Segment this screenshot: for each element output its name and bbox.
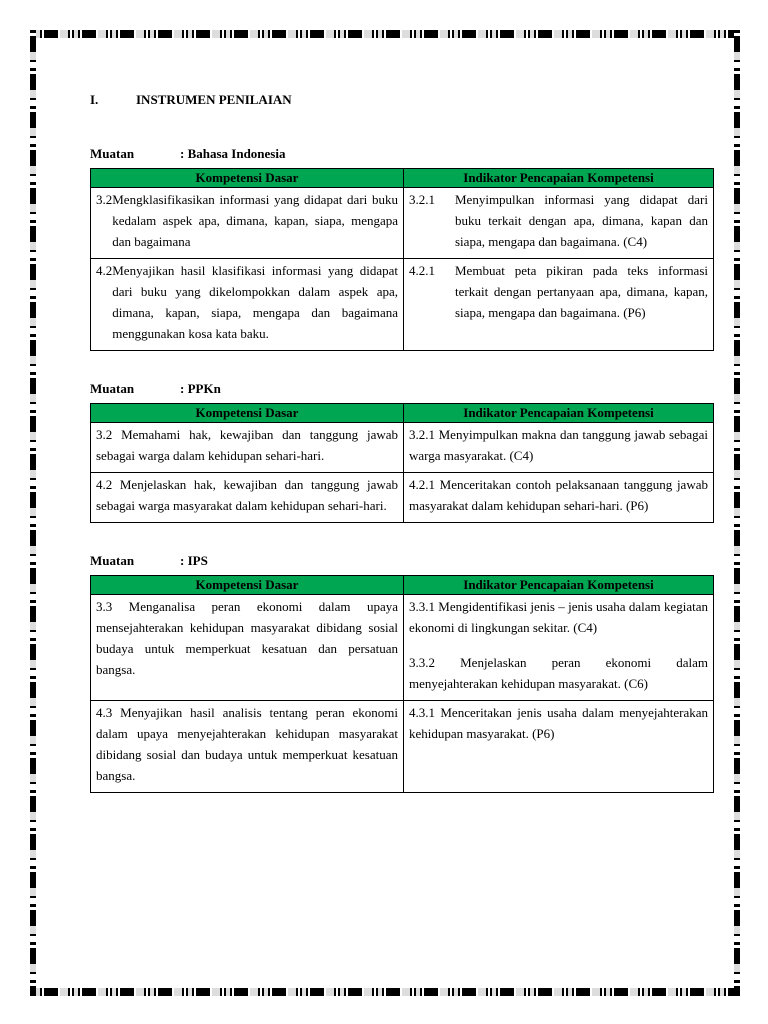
- muatan-label: Muatan: [90, 553, 135, 568]
- muatan-ips: [90, 553, 714, 569]
- kd-cell: 4.3 Menyajikan hasil analisis tentang peran ekonomi dalam upaya menyejahterakan kehidupan masyarakat dibidang sosial dan budaya untuk memperkuat kesatuan bangsa.: [91, 701, 404, 793]
- table-row: [91, 595, 714, 701]
- header-indikator: Indikator Pencapaian Kompetensi: [404, 576, 714, 595]
- table-header-row: [91, 404, 714, 423]
- table-row: [91, 473, 714, 523]
- muatan-label: Muatan: [90, 381, 135, 396]
- table-row: [91, 259, 714, 351]
- muatan-ppkn: [90, 381, 714, 397]
- muatan-subject: : Bahasa Indonesia: [180, 146, 286, 161]
- ipk-cell: 4.3.1 Menceritakan jenis usaha dalam menyejahterakan kehidupan masyarakat. (P6): [404, 701, 714, 793]
- table-row: [91, 188, 714, 259]
- kd-cell: [91, 259, 404, 351]
- muatan-label: Muatan: [90, 146, 135, 161]
- ipk-text: Membuat peta pikiran pada teks informasi terkait dengan pertanyaan apa, dimana, kapan, siapa, mengapa dan bagaimana. (P6): [455, 263, 708, 320]
- header-indikator: Indikator Pencapaian Kompetensi: [404, 404, 714, 423]
- ipk-cell: [404, 595, 714, 701]
- ipk-number: 3.2.1: [409, 192, 435, 207]
- ipk-gap: [409, 638, 708, 652]
- ipk-cell: 4.2.1 Menceritakan contoh pelaksanaan tanggung jawab masyarakat dalam kehidupan sehari-hari. (P6): [404, 473, 714, 523]
- table-ips: [90, 575, 714, 793]
- kd-text: Mengklasifikasikan informasi yang didapat dari buku kedalam aspek apa, dimana, kapan, siapa, mengapa dan bagaimana: [112, 192, 398, 249]
- kd-text: Menyajikan hasil klasifikasi informasi yang didapat dari buku yang dikelompokkan dalam aspek apa, dimana, kapan, siapa, mengapa dan bagaimana menggunakan kosa kata baku.: [112, 263, 398, 341]
- muatan-subject: : IPS: [180, 553, 208, 568]
- page-border-left: [30, 30, 36, 996]
- table-row: [91, 701, 714, 793]
- ipk-text: 3.3.2 Menjelaskan peran ekonomi dalam menyejahterakan kehidupan masyarakat. (C6): [409, 655, 708, 691]
- table-bahasa-indonesia: [90, 168, 714, 351]
- header-kompetensi-dasar: Kompetensi Dasar: [91, 404, 404, 423]
- kd-number: 3.2: [96, 192, 113, 207]
- header-kompetensi-dasar: Kompetensi Dasar: [91, 576, 404, 595]
- header-kompetensi-dasar: Kompetensi Dasar: [91, 169, 404, 188]
- page-border-bottom: [30, 988, 740, 996]
- kd-cell: 3.2 Memahami hak, kewajiban dan tanggung jawab sebagai warga dalam kehidupan sehari-hari.: [91, 423, 404, 473]
- header-indikator: Indikator Pencapaian Kompetensi: [404, 169, 714, 188]
- ipk-cell: 3.2.1 Menyimpulkan makna dan tanggung jawab sebagai warga masyarakat. (C4): [404, 423, 714, 473]
- kd-cell: 4.2 Menjelaskan hak, kewajiban dan tanggung jawab sebagai warga masyarakat dalam kehidupan sehari-hari.: [91, 473, 404, 523]
- table-header-row: [91, 576, 714, 595]
- heading-number: I.: [90, 92, 99, 107]
- table-header-row: [91, 169, 714, 188]
- ipk-number: 4.2.1: [409, 263, 435, 278]
- page-border-top: [30, 30, 740, 38]
- page-border-right: [734, 30, 740, 996]
- ipk-cell: [404, 259, 714, 351]
- kd-cell: 3.3 Menganalisa peran ekonomi dalam upaya mensejahterakan kehidupan masyarakat dibidang sosial budaya untuk memperkuat kesatuan dan persatuan bangsa.: [91, 595, 404, 701]
- ipk-text: 3.3.1 Mengidentifikasi jenis – jenis usaha dalam kegiatan ekonomi di lingkungan sekitar. (C4): [409, 599, 708, 635]
- table-ppkn: [90, 403, 714, 523]
- table-row: [91, 423, 714, 473]
- document-content: [90, 92, 714, 823]
- ipk-cell: [404, 188, 714, 259]
- ipk-text: Menyimpulkan informasi yang didapat dari buku terkait dengan apa, dimana, kapan dan siapa, mengapa dan bagaimana. (C4): [455, 192, 708, 249]
- section-heading: [90, 92, 714, 108]
- kd-number: 4.2: [96, 263, 113, 278]
- kd-cell: [91, 188, 404, 259]
- muatan-subject: : PPKn: [180, 381, 221, 396]
- muatan-bahasa-indonesia: [90, 146, 714, 162]
- heading-title: INSTRUMEN PENILAIAN: [136, 92, 292, 107]
